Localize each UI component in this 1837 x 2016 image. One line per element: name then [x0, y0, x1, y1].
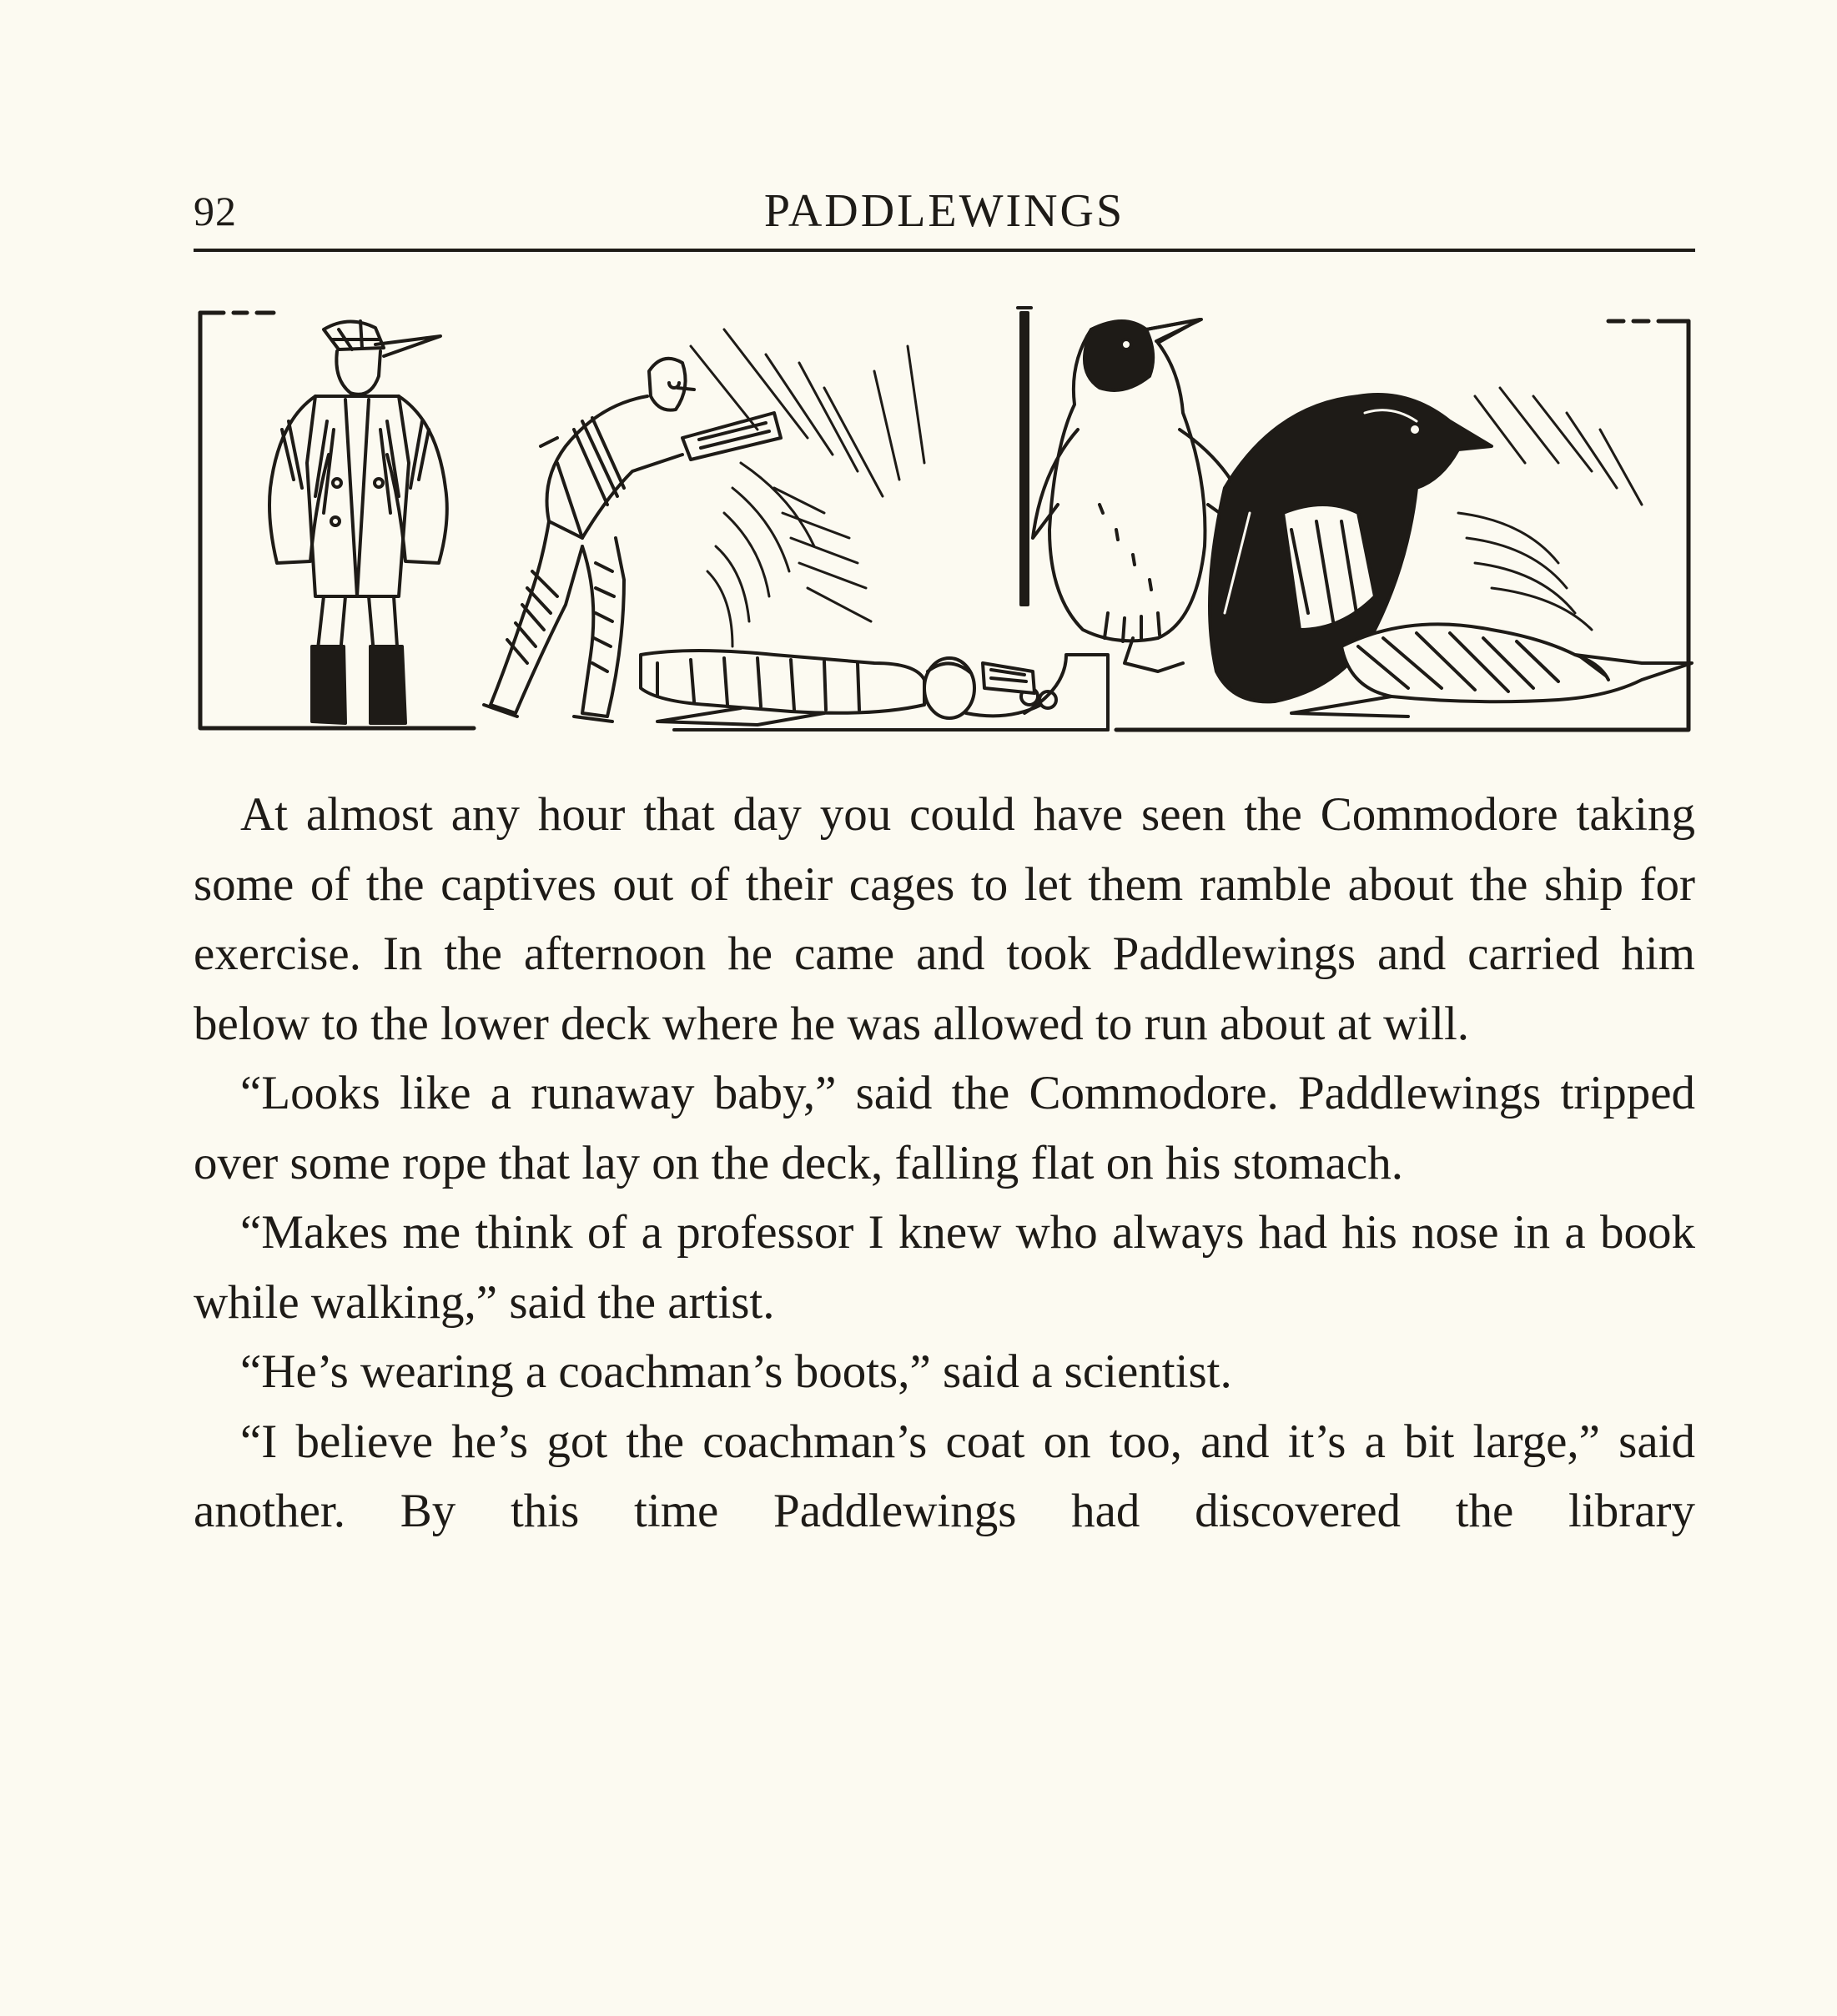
paragraph: At almost any hour that day you could have seen the Commodore taking some of the captives out of their cages to let them ramble about the ship for exercise. In the afternoon he came and took Paddlewings and carried him below to the lower deck where he was allowed to run about at will.	[194, 788, 1695, 1050]
fallen-man-figure	[641, 651, 1108, 730]
running-title: PADDLEWINGS	[763, 185, 1125, 237]
professor-figure	[484, 359, 781, 721]
woodcut-illustration-icon	[190, 296, 1699, 742]
paragraph: “He’s wearing a coachman’s boots,” said a scientist.	[240, 1345, 1232, 1398]
motion-lines	[691, 329, 924, 646]
paragraph: “Looks like a runaway baby,” said the Commodore. Paddlewings tripped over some rope that lay on the deck, falling flat on his stomach.	[194, 1067, 1695, 1189]
running-head	[194, 182, 1695, 240]
page-number: 92	[194, 188, 237, 234]
body-text	[194, 780, 1695, 1546]
coachman-figure	[269, 321, 447, 723]
paragraph: “I believe he’s got the coachman’s coat on too, and it’s a bit large,” said another. By this time Paddlewings had discovered the library	[194, 1415, 1695, 1537]
header-rule	[194, 249, 1695, 252]
paragraph: “Makes me think of a professor I knew who always had his nose in a book while walking,” said the artist.	[194, 1206, 1695, 1329]
